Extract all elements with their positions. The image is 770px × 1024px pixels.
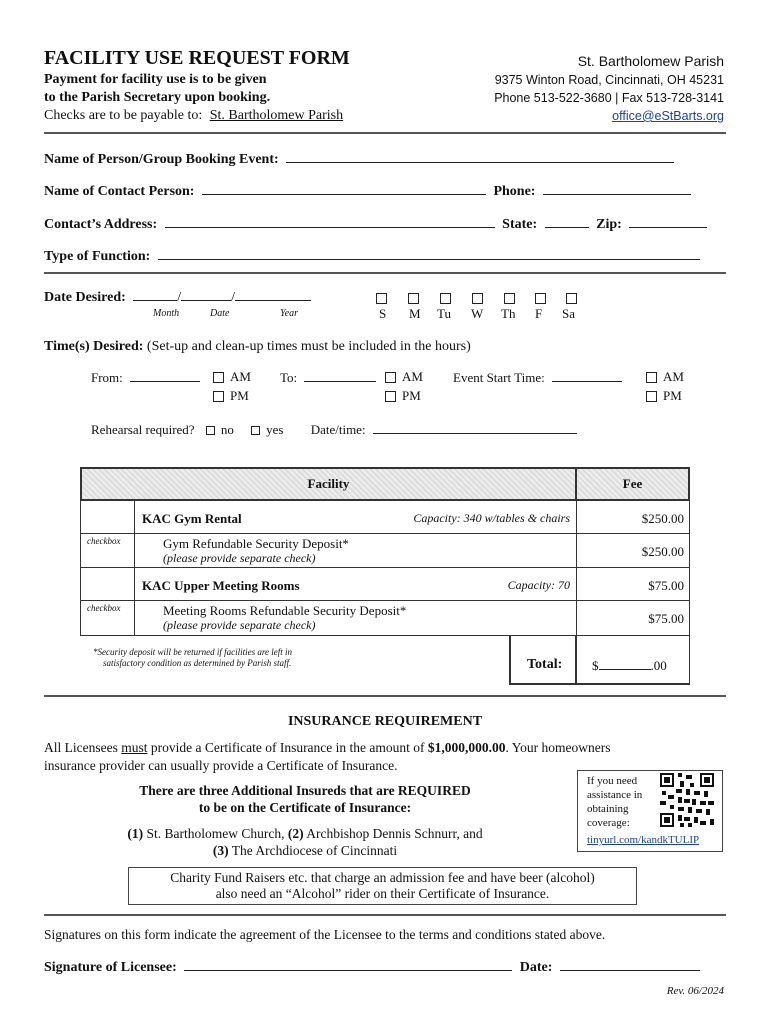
event-start-row [453,369,622,386]
function-label: Type of Function: [44,249,151,264]
insurance-text-c: . Your homeowners [505,740,611,755]
gym-capacity: Capacity: 340 w/tables & chairs [413,511,570,525]
day-label-w: W [471,306,484,321]
person-group-row [44,150,674,168]
rehearsal-yes[interactable] [251,422,283,437]
payment-note-2: to the Parish Secretary upon booking. [44,90,271,105]
total-prefix: $ [592,658,599,673]
gym-name: KAC Gym Rental [142,511,242,526]
signature-row [44,958,700,976]
rooms-checkbox[interactable] [80,567,135,601]
rooms-fee: $75.00 [648,578,684,593]
to-input[interactable] [304,369,376,382]
deposit-note-2: satisfactory condition as determined by Parish staff. [103,658,292,668]
insureds-line-2 [0,843,610,859]
total-label: Total: [527,657,563,672]
insurance-must: must [121,740,148,755]
times-row [44,339,471,355]
state-label: State: [502,217,538,232]
insurance-paragraph [44,740,734,756]
to-row [280,369,376,386]
year-caption: Year [280,308,298,319]
insurance-heading: INSURANCE REQUIREMENT [287,714,483,729]
zip-label: Zip: [596,217,622,232]
am-label: AM [663,369,684,384]
event-pm[interactable] [646,388,682,404]
date-desired-row: Date Desired: / / [44,288,311,306]
checkbox-caption: checkbox [87,536,121,546]
rooms-name: KAC Upper Meeting Rooms [142,578,300,593]
insured-1: St. Bartholomew Church, [143,826,288,841]
day-label-s: S [379,306,387,321]
rehearsal-date-input[interactable] [373,421,577,434]
qr-text-2: assistance in [587,789,643,801]
to-am[interactable] [385,369,423,385]
phone-label: Phone: [493,184,536,199]
agreement-text: Signatures on this form indicate the agreement of the Licensee to the terms and conditions stated above. [44,927,606,942]
divider [44,695,726,697]
from-row [91,369,200,386]
insurance-text-b: provide a Certificate of Insurance in the amount of [147,740,428,755]
payment-note-1: Payment for facility use is to be given [44,72,267,87]
event-am[interactable] [646,369,684,385]
contact-person-label: Name of Contact Person: [44,184,195,199]
insured-3: The Archdiocese of Cincinnati [228,843,398,858]
state-input[interactable] [545,215,589,228]
contact-person-input[interactable] [202,182,486,195]
qr-text-1: If you need [587,775,638,787]
date-input[interactable] [181,288,231,301]
day-label-m: M [409,306,421,321]
rooms-capacity: Capacity: 70 [507,578,570,592]
date-label: Date: [519,960,553,975]
pm-label: PM [230,388,249,403]
three-insureds-1: There are three Additional Insureds that are REQUIRED [139,783,471,798]
checkbox-caption: checkbox [87,603,121,613]
total-value[interactable] [592,657,667,674]
to-pm[interactable] [385,388,421,404]
rooms-separate-check: (please provide separate check) [163,618,316,632]
rehearsal-row [91,421,577,438]
divider [44,914,726,916]
checks-note [44,108,343,124]
rehearsal-label: Rehearsal required? [91,422,195,437]
total-input[interactable] [599,657,651,670]
yes-label: yes [266,422,284,437]
month-input[interactable] [133,288,177,301]
event-start-input[interactable] [552,369,622,382]
rehearsal-date-label: Date/time: [310,422,366,437]
address-label: Contact’s Address: [44,217,158,232]
from-pm[interactable] [213,388,249,404]
facility-header-label: Facility [307,476,350,491]
from-am[interactable] [213,369,251,385]
deposit-note-1: *Security deposit will be returned if facilities are left in [93,647,293,657]
person-group-input[interactable] [286,150,674,163]
insured-num-3: (3) [212,843,229,858]
function-input[interactable] [158,247,700,260]
pm-label: PM [663,388,682,403]
parish-address: 9375 Winton Road, Cincinnati, OH 45231 [494,73,724,87]
signature-label: Signature of Licensee: [44,960,177,975]
insured-2: Archbishop Dennis Schnurr, and [303,826,483,841]
pm-label: PM [402,388,421,403]
insureds-line-1 [0,826,610,842]
no-label: no [220,422,234,437]
day-label-tu: Tu [437,306,451,321]
divider [44,132,726,134]
insured-num-1: (1) [127,826,144,841]
person-group-label: Name of Person/Group Booking Event: [44,152,279,167]
day-label-th: Th [501,306,516,321]
zip-input[interactable] [629,215,707,228]
signature-date-input[interactable] [560,958,700,971]
fee-header-label: Fee [622,476,643,491]
year-input[interactable] [235,288,311,301]
signature-input[interactable] [184,958,512,971]
charity-line-1: Charity Fund Raisers etc. that charge an admission fee and have beer (alcohol) [170,870,595,885]
times-note: (Set-up and clean-up times must be included in the hours) [146,339,471,354]
insured-num-2: (2) [287,826,304,841]
rooms-deposit: Meeting Rooms Refundable Security Deposit* [163,603,407,618]
parish-name: St. Bartholomew Parish [577,53,724,69]
month-caption: Month [153,308,180,319]
to-label: To: [280,370,298,385]
form-title: FACILITY USE REQUEST FORM [44,47,350,69]
parish-email-link[interactable]: office@eStBarts.org [612,109,724,123]
event-start-label: Event Start Time: [453,370,545,385]
rooms-deposit-fee: $75.00 [648,611,684,626]
am-label: AM [402,369,423,384]
gym-deposit-fee: $250.00 [641,544,684,559]
day-label-f: F [535,306,543,321]
gym-deposit: Gym Refundable Security Deposit* [163,536,349,551]
divider [44,272,726,274]
checks-payee: St. Bartholomew Parish [209,108,344,123]
total-suffix: .00 [650,658,667,673]
rehearsal-no[interactable] [206,422,234,437]
insurance-line-2: insurance provider can usually provide a Certificate of Insurance. [44,758,398,773]
am-label: AM [230,369,251,384]
qr-link[interactable]: tinyurl.com/kandkTULIP [587,834,700,846]
gym-fee: $250.00 [641,511,684,526]
qr-code-icon[interactable] [660,773,714,827]
insurance-amount: $1,000,000.00 [427,740,506,755]
times-label: Time(s) Desired: [44,339,144,354]
qr-text-4: coverage: [587,817,630,829]
date-caption: Date [210,308,230,319]
insurance-text-a: All Licensees [44,740,122,755]
address-row [44,215,707,233]
qr-text-3: obtaining [587,803,629,815]
from-input[interactable] [130,369,200,382]
revision: Rev. 06/2024 [666,985,724,997]
parish-phone-fax: Phone 513-522-3680 | Fax 513-728-3141 [494,91,724,105]
gym-checkbox[interactable] [80,500,135,534]
function-row [44,247,700,265]
address-input[interactable] [165,215,495,228]
day-label-sa: Sa [562,306,575,321]
date-desired-label: Date Desired: [44,290,126,305]
charity-line-2: also need an “Alcohol” rider on their Certificate of Insurance. [215,886,550,901]
checks-prefix: Checks are to be payable to: [44,108,203,123]
phone-input[interactable] [543,182,691,195]
contact-row [44,182,691,200]
gym-separate-check: (please provide separate check) [163,551,316,565]
from-label: From: [91,370,123,385]
three-insureds-2: to be on the Certificate of Insurance: [198,800,412,815]
